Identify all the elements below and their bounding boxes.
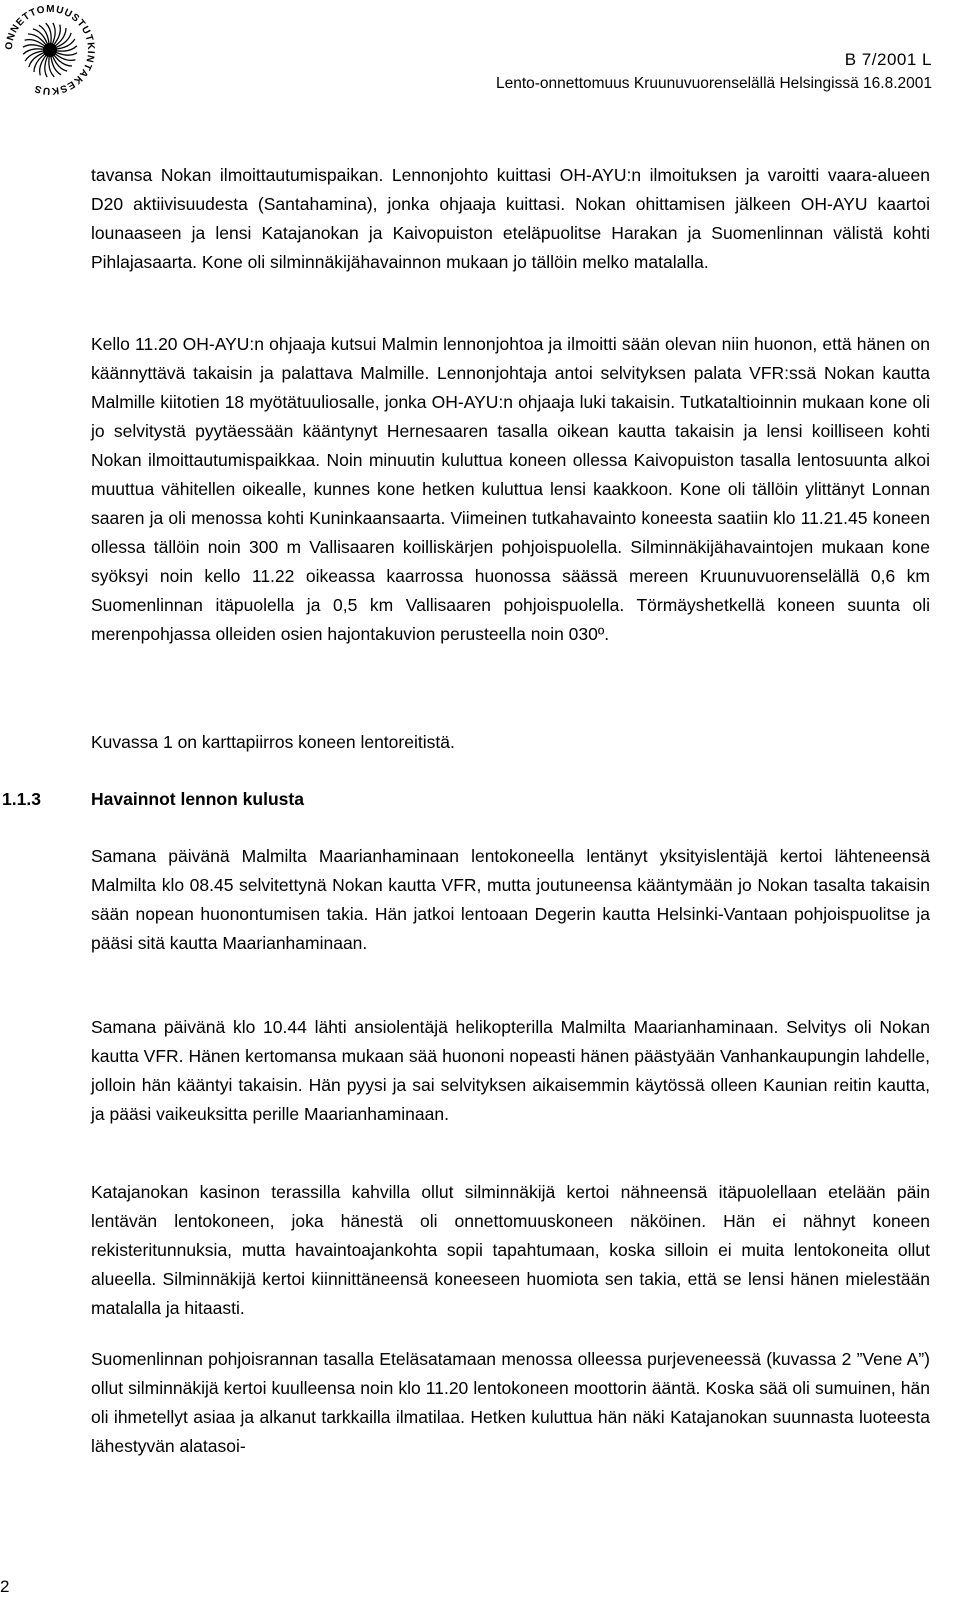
report-title: Lento-onnettomuus Kruunuvuorenselällä Helsingissä 16.8.2001 <box>495 74 932 92</box>
body-paragraph <box>91 1013 930 1129</box>
body-paragraph <box>91 1178 930 1323</box>
agency-logo <box>0 0 100 100</box>
body-paragraph <box>91 330 930 649</box>
body-paragraph <box>91 728 930 757</box>
report-id: B 7/2001 L <box>844 50 932 69</box>
paragraph-text: Katajanokan kasinon terassilla kahvilla ollut silminnäkijä kertoi nähneensä itäpuolellaan etelään päin lentävän lentokoneen, joka hänestä oli onnettomuuskoneen näköinen. Hän ei nähnyt koneen rekisteritunnuksia, mutta havaintoajankohta sopii tapahtumaan, koska silloin ei muita lentokoneita ollut alueella. Silminnäkijä kertoi kiinnittäneensä koneeseen huomiota sen takia, että se lensi hänen mielestään matalalla ja hitaasti. <box>91 1182 930 1318</box>
body-paragraph <box>91 842 930 958</box>
paragraph-text: Suomenlinnan pohjoisrannan tasalla Eteläsatamaan menossa olleessa purjeveneessä (kuvassa 2 ”Vene A”) ollut silminnäkijä kertoi kuulleensa noin klo 11.20 lentokoneen moottorin ääntä. Koska sää oli sumuinen, hän oli ihmetellyt asiaa ja alkanut tarkkailla ilmatilaa. Hetken kuluttua hän näki Katajanokan suunnasta luoteesta lähestyvän alatasoi- <box>91 1349 930 1456</box>
paragraph-text: Samana päivänä klo 10.44 lähti ansiolentäjä helikopterilla Malmilta Maarianhaminaan. Selvitys oli Nokan kautta VFR. Hänen kertomansa mukaan sää huononi nopeasti hänen päästyään Vanhankaupungin lahdelle, jolloin hän kääntyi takaisin. Hän pyysi ja sai selvityksen aikaisemmin käytössä olleen Kaunian reitin kautta, ja pääsi vaikeuksitta perille Maarianhaminaan. <box>91 1017 930 1124</box>
section-number: 1.1.3 <box>2 789 41 809</box>
body-paragraph <box>91 1345 930 1461</box>
page-header <box>496 48 932 95</box>
logo-text: ONNETTOMUUSTUTKINTAKESKUS <box>3 3 97 97</box>
page-number: 2 <box>0 1577 10 1596</box>
paragraph-text: Samana päivänä Malmilta Maarianhaminaan lentokoneella lentänyt yksityislentäjä kertoi lähteneensä Malmilta klo 08.45 selvitettynä Nokan kautta VFR, mutta joutuneensa kääntymään jo Nokan tasalta takaisin sään nopean huonontumisen takia. Hän jatkoi lentoaan Degerin kautta Helsinki-Vantaan pohjoispuolitse ja pääsi sitä kautta Maarianhaminaan. <box>91 846 930 953</box>
paragraph-text: tavansa Nokan ilmoittautumispaikan. Lennonjohto kuittasi OH-AYU:n ilmoituksen ja varoitti vaara-alueen D20 aktiivisuudesta (Santahamina), jonka ohjaaja kuittasi. Nokan ohittamisen jälkeen OH-AYU kaartoi lounaaseen ja lensi Katajanokan ja Kaivopuiston eteläpuolitse Harakan ja Suomenlinnan välistä kohti Pihlajasaarta. Kone oli silminnäkijähavainnon mukaan jo tällöin melko matalalla. <box>91 165 930 272</box>
body-paragraph <box>91 161 930 277</box>
paragraph-text: Kuvassa 1 on karttapiirros koneen lentoreitistä. <box>91 732 455 752</box>
paragraph-text: Kello 11.20 OH-AYU:n ohjaaja kutsui Malmin lennonjohtoa ja ilmoitti sään olevan niin huonon, että hänen on käännyttävä takaisin ja palattava Malmille. Lennonjohtaja antoi selvityksen palata VFR:ssä Nokan kautta Malmille kiitotien 18 myötätuuliosalle, jonka OH-AYU:n ohjaaja luki takaisin. Tutkataltioinnin mukaan kone oli jo selvitystä pyytäessään kääntynyt Hernesaaren tasalla oikean kautta takaisin ja lensi koilliseen kohti Nokan ilmoittautumispaikkaa. Noin minuutin kuluttua koneen ollessa Kaivopuiston tasalla lentosuunta alkoi muuttua vähitellen oikealle, kunnes kone hetken kuluttua lensi kaakkoon. Kone oli tällöin ylittänyt Lonnan saaren ja oli menossa kohti Kuninkaansaarta. Viimeinen tutkahavainto koneesta saatiin klo 11.21.45 koneen ollessa tällöin noin 300 m Vallisaaren koilliskärjen pohjoispuolella. Silminnäkijähavaintojen mukaan kone syöksyi noin kello 11.22 oikeassa kaarrossa huonossa säässä mereen Kruunuvuorenselällä 0,6 km Suomenlinnan itäpuolella ja 0,5 km Vallisaaren pohjoispuolella. Törmäyshetkellä koneen suunta oli merenpohjassa olleiden osien hajontakuvion perusteella noin 030º. <box>91 334 930 644</box>
section-title: Havainnot lennon kulusta <box>91 789 304 809</box>
